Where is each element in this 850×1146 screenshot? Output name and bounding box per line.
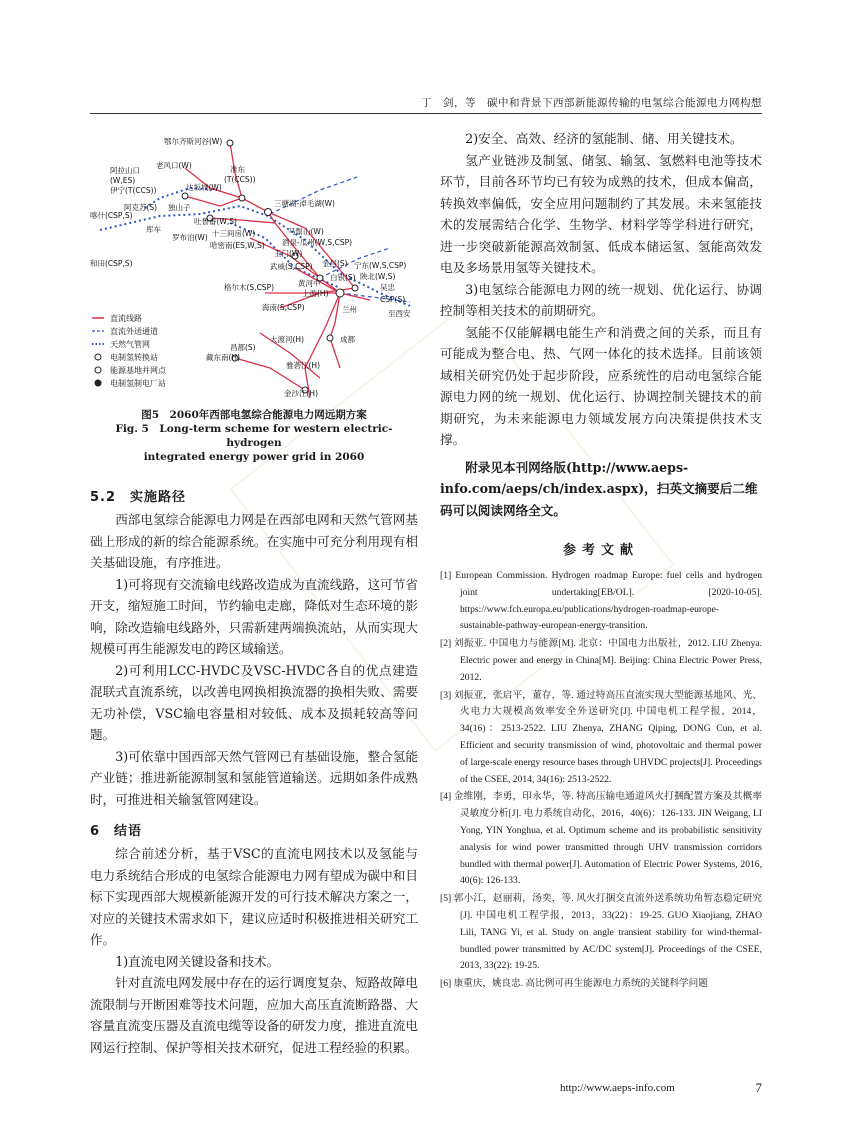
paragraph: 1)可将现有交流输电线路改造成为直流线路，这可节省开支，缩短施工时间，节约输电走廊，降低对生态环境的影响，除改造输电线路外，只需新建两端换流站，从而实现大规模可再生能源发电的跨区域输送。 — [90, 576, 418, 656]
figure-caption-en-1: Fig. 5 Long-term scheme for western electric-hydrogen — [115, 423, 393, 449]
map-label: 鄂尔齐斯河谷(W) — [164, 137, 223, 146]
paragraph: 针对直流电网发展中存在的运行调度复杂、短路故障电流限制与开断困难等技术问题，应加大高压直流断路器、大容量直流变压器及直流电缆等设备的研发力度，推进直流电网运行控制、保护等相关技术研究，促进工程经验的积累。 — [90, 975, 418, 1055]
page-number: 7 — [755, 1080, 762, 1095]
map-label: 库车 — [146, 225, 161, 234]
map-label: 武威(S,CSP) — [270, 262, 313, 271]
hydrogen-plant-icon — [95, 380, 101, 386]
running-header: 丁 剑，等 碳中和背景下西部新能源传输的电氢综合能源电力网构想 — [90, 95, 762, 114]
left-column — [90, 128, 418, 1058]
paragraph: 2)安全、高效、经济的氢能制、储、用关键技术。 — [465, 131, 743, 146]
map-label: CSP(S) — [380, 295, 406, 304]
legend-label: 电制氢制电厂站 — [110, 379, 166, 388]
map-label: 吐鲁番(W,S) — [194, 217, 237, 226]
map-label: (T(CCS)) — [224, 175, 256, 184]
references-title: 参考文献 — [562, 543, 639, 558]
map-label: 达坂城(W) — [186, 183, 222, 192]
legend-label: 直流外送通道 — [110, 327, 158, 336]
reference-item: [4] 金维刚，李勇，印永华，等. 特高压输电通道风火打捆配置方案及其概率灵敏度分析[J]. 电力系统自动化，2016，40(6)：126-133. JIN Weigang, LI Yong, YIN Yonghua, et al. Optimum scheme and its probabilistic sensitivity analysis for wind power transmitted through UHV transmission corridors bundled with thermal power[J]. Automation of Electric Power Systems, 2016, 40(6): 126-133. — [440, 791, 762, 887]
map-label: 和田(CSP,S) — [90, 259, 133, 268]
map-label: 阿拉山口 — [110, 166, 140, 175]
map-label: 马鬃山(W) — [288, 227, 324, 236]
map-label: 上游(H) — [302, 289, 329, 298]
map-label: 准东 — [230, 165, 245, 174]
map-label: 吴忠 — [380, 283, 395, 292]
paragraph: 3)可依靠中国西部天然气管网已有基础设施，整合氢能产业链；推进新能源制氢和氢能管道输送。远期如条件成熟时，可推进相关输氢管网建设。 — [90, 748, 418, 807]
map-label: 兰州 — [342, 305, 357, 314]
map-label: 昌都(S) — [230, 343, 256, 352]
map-label: 至西安 — [388, 309, 411, 318]
map-label: 十三间房(W) — [212, 229, 256, 238]
map-label: 黄河中 — [298, 279, 321, 288]
paragraph: 西部电氢综合能源电力网是在西部电网和天然气管网基础上形成的新的综合能源系统。在实施中可充分利用现有相关基础设施，有序推进。 — [90, 512, 418, 570]
right-column — [440, 128, 762, 994]
paragraph: 氢能不仅能解耦电能生产和消费之间的关系，而且有可能成为整合电、热、气网一体化的技术选择。目前该领域相关研究仍处于起步阶段，应系统性的启动电氢综合能源电力网的统一规划、优化运行、协调控制关键技术的前期研究，为未来能源电力领域发展方向决策提供技术支撑。 — [440, 324, 762, 447]
figure-caption-en-2: integrated energy power grid in 2060 — [143, 451, 365, 463]
paragraph: 氢产业链涉及制氢、储氢、输氢、氢燃料电池等技术环节，目前各环节均已有较为成熟的技术，但成本偏高，转换效率偏低，安全应用问题制约了其发展。未来氢能技术的发展需结合化学、生物学、材料学等学科进行研究，进一步突破新能源高效制氢、低成本储运氢、氢能高效发电及多场景用氢等关键技术。 — [440, 152, 762, 275]
legend-label: 电制氢转换站 — [110, 353, 158, 362]
reference-item: [2] 刘振亚. 中国电力与能源[M]. 北京：中国电力出版社，2012. LIU Zhenya. Electric power and energy in China[M]. Beijing: China Electric Power Press, 2012. — [440, 638, 762, 683]
map-label: 陕北(W,S) — [360, 272, 396, 281]
map-label: 哈密南(ES,W,S) — [210, 241, 265, 250]
reference-item: [3] 刘振亚，张启平，董存，等. 通过特高压直流实现大型能源基地风、光、火电力大规模高效率安全外送研究[J]. 中国电机工程学报，2014，34(16)：2513-2522. LIU Zhenya, ZHANG Qiping, DONG Cun, et al. Efficient and security transmission of wind, photovoltaic and thermal power of large-scale energy resource bases through UHVDC projects[J]. Proceedings of the CSEE, 2014, 34(16): 2513-2522. — [440, 689, 762, 785]
map-label: 宁东(W,S,CSP) — [354, 261, 407, 270]
conversion-station-icon — [95, 354, 101, 360]
map-label: 藏东南(H) — [206, 353, 240, 362]
footer-url[interactable]: http://www.aeps-info.com — [560, 1082, 675, 1094]
appendix-note: 附录见本刊网络版(http://www.aeps-info.com/aeps/ch/index.aspx)，扫英文摘要后二维码可以阅读网络全文。 — [440, 459, 758, 518]
reference-item: [5] 郭小江，赵丽莉，汤奕，等. 风火打捆交直流外送系统功角暂态稳定研究[J]. 中国电机工程学报，2013，33(22)：19-25. GUO Xiaojiang, ZHAO Lili, TANG Yi, et al. Study on angle transient stability for wind-thermal-bundled power transmitted by AC/DC system[J]. Proceedings of the CSEE, 2013, 33(22): 19-25. — [440, 893, 762, 972]
map-label: 罗布泊(W) — [172, 233, 208, 242]
legend-label: 能源基地并网点 — [110, 366, 166, 375]
map-label: 海南(S,CSP) — [262, 303, 305, 312]
map-label: 独山子 — [168, 203, 191, 212]
section-5-2-title: 5.2 实施路径 — [90, 490, 187, 505]
figure-caption-cn: 图5 2060年西部电氢综合能源电力网远期方案 — [141, 409, 367, 421]
map-label: 成都 — [340, 335, 355, 344]
reference-item: [1] European Commission. Hydrogen roadmap Europe: fuel cells and hydrogen joint undertaking[EB/OL]. [2020-10-05]. https://www.fch.europa.eu/publications/hydrogen-roadmap-europe-sustainable-pathway-european-energy-transition. — [440, 570, 762, 632]
map-svg — [90, 128, 418, 408]
map-label: 雅砻江(H) — [286, 361, 320, 370]
reference-item: [6] 康重庆，姚良忠. 高比例可再生能源电力系统的关键科学问题 — [440, 978, 708, 990]
section-6-title: 6 结语 — [90, 824, 143, 839]
map-label: 大渡河(H) — [270, 335, 304, 344]
map-label: 金沙江(H) — [284, 389, 318, 398]
paragraph: 2)可利用LCC-HVDC及VSC-HVDC各自的优点建造混联式直流系统，以改善电网换相换流器的换相失败、需要无功补偿，VSC输电容量相对较低、成本及损耗较高等问题。 — [90, 662, 418, 742]
map-legend — [92, 313, 167, 388]
map-label: (W,ES) — [110, 176, 136, 185]
map-label: 喀什(CSP,S) — [90, 211, 133, 220]
map-label: 格尔木(S,CSP) — [224, 283, 275, 292]
map-label: 伊宁(T(CCS)) — [110, 186, 157, 195]
paragraph: 1)直流电网关键设备和技术。 — [115, 953, 280, 969]
paragraph: 综合前述分析，基于VSC的直流电网技术以及氢能与电力系统结合形成的电氢综合能源电力网有望成为碳中和目标下实现西部大规模新能源开发的可行技术解决方案之一，对应的关键技术需求如下，建议应适时积极推进相关研究工作。 — [90, 846, 418, 947]
page-footer — [560, 1082, 762, 1094]
map-label: 老风口(W) — [156, 161, 192, 170]
map-label: 白银(S) — [330, 273, 356, 282]
grid-node-icon — [95, 367, 101, 373]
figure-5-map — [90, 128, 418, 408]
map-label: 三塘湖-淖毛湖(W) — [274, 199, 335, 208]
legend-label: 天然气管网 — [110, 340, 150, 349]
map-label: 阿克苏(S) — [124, 203, 158, 212]
map-label: 金昌(S) — [322, 259, 348, 268]
map-label: 玉门(W) — [274, 249, 303, 258]
legend-label: 直流线路 — [110, 314, 142, 323]
map-label: 酒泉-瓜州(W,S,CSP) — [282, 238, 353, 247]
paragraph: 3)电氢综合能源电力网的统一规划、优化运行、协调控制等相关技术的前期研究。 — [440, 281, 762, 318]
